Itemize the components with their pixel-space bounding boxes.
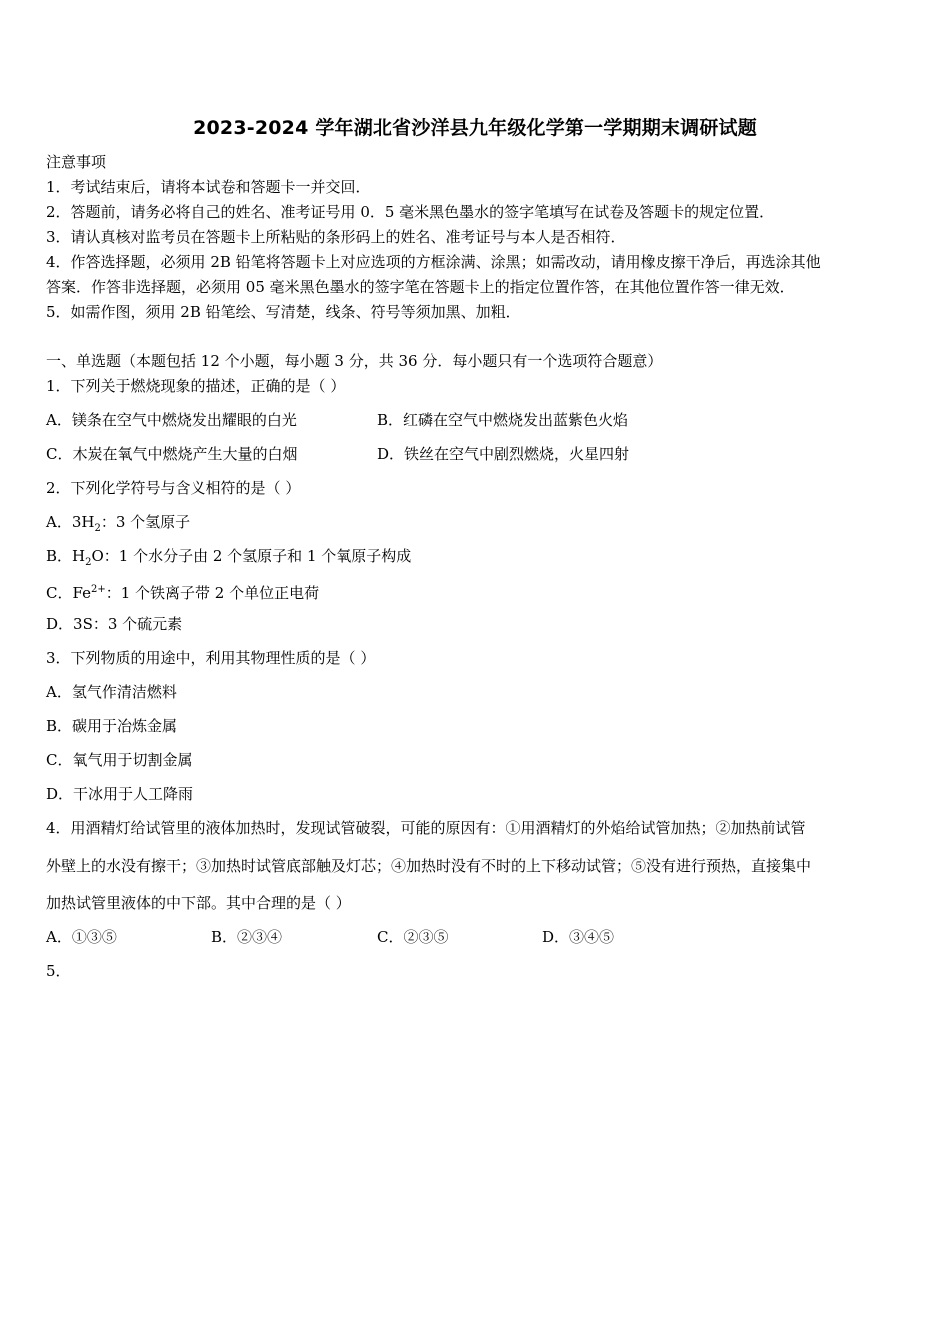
option-a-subscript: 2 [94, 523, 101, 534]
option-b-meaning: O：1 个水分子由 2 个氢原子和 1 个氧原子构成 [91, 547, 412, 565]
question-2-stem: 2．下列化学符号与含义相符的是（ ） [46, 479, 301, 497]
question-2-option-d: D．3S：3 个硫元素 [46, 615, 183, 633]
question-3-option-a: A．氢气作清洁燃料 [46, 683, 177, 701]
notes-heading: 注意事项 [46, 153, 107, 171]
question-3-stem: 3．下列物质的用途中，利用其物理性质的是（ ） [46, 649, 376, 667]
question-5-stem: 5． [46, 962, 71, 980]
question-1-option-b: B．红磷在空气中燃烧发出蓝紫色火焰 [377, 411, 629, 429]
section-heading: 一、单选题（本题包括 12 个小题，每小题 3 分，共 36 分．每小题只有一个选项符合题意） [46, 352, 663, 370]
question-1-stem: 1．下列关于燃烧现象的描述，正确的是（ ） [46, 377, 346, 395]
note-item-2: 2．答题前，请务必将自己的姓名、准考证号用 0．5 毫米黑色墨水的签字笔填写在试卷及答题卡的规定位置． [46, 203, 775, 221]
question-4-option-c: C．②③⑤ [377, 928, 449, 946]
option-c-formula: C．Fe [46, 584, 91, 602]
note-item-1: 1．考试结束后，请将本试卷和答题卡一并交回． [46, 178, 371, 196]
question-1-option-a: A．镁条在空气中燃烧发出耀眼的白光 [46, 411, 297, 429]
option-a-formula: A．3H [46, 513, 95, 531]
option-a-meaning: ：3 个氢原子 [100, 513, 191, 531]
question-4-option-d: D．③④⑤ [542, 928, 615, 946]
note-item-3: 3．请认真核对监考员在答题卡上所粘贴的条形码上的姓名、准考证号与本人是否相符． [46, 228, 626, 246]
question-1-option-d: D．铁丝在空气中剧烈燃烧，火星四射 [377, 445, 630, 463]
question-2-option-a [46, 512, 190, 539]
option-b-formula: B．H [46, 547, 86, 565]
question-4-stem-line-3: 加热试管里液体的中下部。其中合理的是（ ） [46, 894, 351, 912]
question-4-stem-line-1: 4．用酒精灯给试管里的液体加热时，发现试管破裂，可能的原因有：①用酒精灯的外焰给试管加热；②加热前试管 [46, 819, 806, 837]
question-4-stem-line-2: 外壁上的水没有擦干；③加热时试管底部触及灯芯；④加热时没有不时的上下移动试管；⑤没有进行预热，直接集中 [46, 857, 812, 875]
question-2-option-b [46, 546, 411, 573]
question-3-option-d: D．干冰用于人工降雨 [46, 785, 194, 803]
question-4-option-b: B．②③④ [211, 928, 283, 946]
question-3-option-c: C．氧气用于切割金属 [46, 751, 193, 769]
question-3-option-b: B．碳用于冶炼金属 [46, 717, 178, 735]
page-title: 2023-2024 学年湖北省沙洋县九年级化学第一学期期末调研试题 [193, 117, 757, 139]
note-item-4: 4．作答选择题，必须用 2B 铅笔将答题卡上对应选项的方框涂满、涂黑；如需改动，请用橡皮擦干净后，再选涂其他 [46, 253, 821, 271]
note-item-5: 5．如需作图，须用 2B 铅笔绘、写清楚，线条、符号等须加黑、加粗． [46, 303, 521, 321]
note-item-4-cont: 答案．作答非选择题，必须用 05 毫米黑色墨水的签字笔在答题卡上的指定位置作答，在其他位置作答一律无效． [46, 278, 795, 296]
question-4-option-a: A．①③⑤ [46, 928, 117, 946]
question-2-option-c [46, 580, 319, 603]
question-1-option-c: C．木炭在氧气中燃烧产生大量的白烟 [46, 445, 298, 463]
option-c-superscript: 2+ [90, 584, 106, 595]
option-c-meaning: ：1 个铁离子带 2 个单位正电荷 [105, 584, 320, 602]
option-b-subscript: 2 [85, 557, 92, 568]
